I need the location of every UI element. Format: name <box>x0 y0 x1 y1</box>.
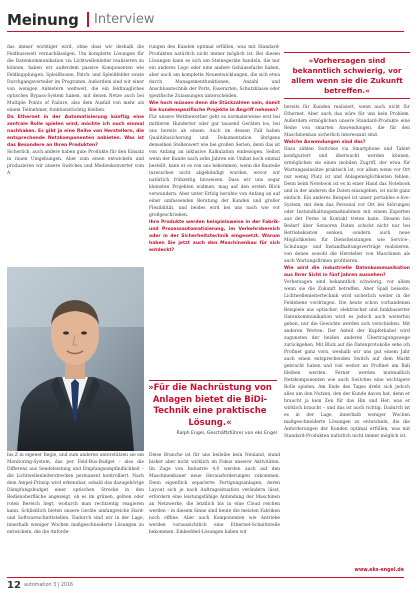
section-subtitle: Interview <box>94 12 155 27</box>
body-paragraph: Diese Branche ist für uns beileibe kein Neuland, stand bisher aber nicht wirklich im Fokus unserer Aktivitäten. Im Zuge von Industrie 4.0 werden auch auf den Maschinenbauer neue Herausforderungen zukommen. Denn eigentlich separierte Fertigungsanlagen, deren Layout sich je nach Auftragssituation verändern lässt, erfordern eine leistungsfähige Anbindung der Maschinen an Netzwerke, die letztlich bis in eine Cloud reichen werden – in diesem Sinne sind heute die meisten Fabriken noch offline. Aber auch Komponenten wie Antriebe werden voraussichtlich eine Ethernet-Schnittstelle bekommen. Embedded-Lösungen haben wir <box>149 453 280 535</box>
footer-rule <box>7 577 404 578</box>
column-2-top <box>149 44 280 374</box>
pullquote-center: »Für die Nachrüstung von Anlagen bietet die BiDi-Technik eine praktische Lösung.« <box>148 383 272 428</box>
column-1-top <box>7 44 144 264</box>
photo-caption: Ralph Engel, Geschäftsführer von eks Engel <box>176 431 277 436</box>
body-paragraph: Für unsere Wettbewerber geht es normalerweise erst bei mittleren Hunderter oder gar tausend Geräten los, bei uns bereits ab einem. Auch im dessen Fall haben Qualitätssicherung und Dokumentation übrigens denselben Stellenwert wie bei großen Serien, denn das ist von Anfang an inklusive Kalkulation einbezogen. Selbst wenn der Kunde nach zehn Jahren ein Unikat noch einmal bestellt, kann er es von uns bekommen, wenn die Bauteile inzwischen nicht abgekündigt wurden, wovor wir natürlich frühzeitig hinweisen. Dass wir uns sogar kleinsten Projekten widmen, mag auf den ersten Blick verwundern. Aber unter Erfolg beruhte von Anfang an auf einer umfassenden Beratung der Kunden und großer Flexibilität, und beides wird bei uns nach wie vor großgeschrieben. <box>149 115 280 218</box>
pullquote-right: »Vorhersagen sind bekanntlich schwierig, vor allem wenn sie die Zukunft betreffen.« <box>291 56 403 95</box>
pullquote-rule-top <box>149 380 277 381</box>
body-paragraph: das immer wichtiger wird, ohne dass wir deshalb die Feldbusswelt vernachlässigen. Um komplette Lösungen für die Datenkommunikation via Lichtwellenleiter realisieren zu können, haben wir außerdem passive Komponenten wie Feldkupplungen, Spleißboxen, Patch- und Spleißfelder sowie Durchgangsverteiler im Programm. Außerdem sind wir einer von wenigen Anbietern weltweit, die ein feldtaugliches optisches Bypass-System haben, mit denen Netze auch bei Multiple Points of Failure, also dem Ausfall von mehr als einem Teilnehmer, funktionstüchtig bleiben. <box>7 45 144 113</box>
body-paragraph: bis Z in eigener Regie, und zum anderen unterstützen sie ein Monitoring-System, das per Feld-Bus-Budget – also die Differenz aus Sendeleistung und Empfangsempfindlichkeit – die Lichtwellenleiterstrecken permanent kontrolliert. Nach dem Ampel-Prinzip wird erkennbar, sobald das dazugehörige Dämpfungsbudget einer optischen Strecke in den Bedienoberfläche angezeigt, ob es im grünen, gelben oder roten Bereich liegt, wodurch man rechtzeitig reagieren kann. Schließlich bieten unsere Geräte umfangreiche Hard- und Softwareschnittstellen. Dadurch sind wir in der Lage, innerhalb weniger Wochen maßgeschneiderte Lösungen zu entwickeln, die die Anforde- <box>7 453 144 535</box>
portrait-image <box>7 267 144 451</box>
column-3 <box>284 104 410 566</box>
column-1-bottom <box>7 452 144 572</box>
magazine-issue: automation 3 | 2016 <box>24 583 74 588</box>
body-paragraph: rungen des Kunden optimal erfüllen, was mit Standard-Produkten natürlich nicht immer möglich ist. Bei diesen Lösungen kann es sich um Steinegeräte handeln, die nur ein anderes Logo oder eine andere Gehäusefarbe haben, aber auch um komplette Neuentwicklungen, die sich etwa durch Managementfunktionen, Anzahl und Anschlusstechnik der Ports, Faserarten, Schutzklasse oder spezifische Zulassungen unterscheiden. <box>149 45 280 99</box>
portrait-photo <box>7 267 144 451</box>
website-link[interactable]: www.eks-engel.de <box>354 568 404 573</box>
interview-question: Ihre Produkte werden beispielsweise in der Fabrik- und Prozessautomatisierung, im Verkehrsbereich oder in der Sicherheitstechnik eingesetzt. Warum haben Sie jetzt auch den Maschinenbau für sich entdeckt? <box>149 220 280 253</box>
section-title: Meinung <box>7 11 79 29</box>
body-paragraph: bereits für Kunden realisiert, wenn auch nicht für Ethernet. Aber auch das wäre für uns kein Problem. Außerdem ermöglichen unsere Standard-Produkte eine Reihe von smarten Anwendungen, die für den Maschinenbau sicherlich interessant sind. <box>284 105 410 138</box>
header-rule <box>7 31 404 32</box>
column-2-bottom <box>149 452 280 572</box>
page-header <box>7 11 404 35</box>
interview-question: Wie wird die industrielle Datenkommunikation aus Ihrer Sicht in fünf Jahren aussehen? <box>284 266 410 278</box>
page-number: 12 <box>7 580 21 591</box>
body-paragraph: Vorhersagen sind bekanntlich schwierig, vor allem wenn sie die Zukunft betreffen. Aber Spaß beiseite. Lichtwellenleitertechnik wird sicherlich weiter in die Feldebene vordringen. Die heute schon vorhandenen Beispiele aus optischer, elektrischer und funkbasierter Datenkommunikation wird es jedoch auch weiterhin geben, nur die Gewichte werden sich verschieben. Mit anderen Worten: Der Anteil der Kupferkabel wird zugunsten der beiden anderen Übertragungswege zurückgehen. Mit Blick auf die Datenprotokolle sehe ich Profinet ganz vorn, weshalb wir uns gut einem Jahr auch einen entsprechenden Switch auf dem Markt gebracht haben und viel weiter an Profinet am Ball bleiben werden. Ferner werden mutmaßlich Netzkomponenten wie auch Switches eine wichtigere Rolle spielen. Am Ende des Tages dreht sich jedoch alles um den Nutzen, den der Kunde davon hat, denn er braucht ja kein Zen für das Hin und Her, was er wirklich braucht – und das ist auch richtig. Dadurch ist es in der Lage, innerhalb weniger Wochen maßgeschneiderte Lösungen zu entwickeln, die die Anforderungen der Kunden optimal erfüllen, was mit Standard-Produkten natürlich nicht immer möglich ist. <box>284 280 410 439</box>
interview-question: Da Ethernet in der Automatisierung künftig eine zentrale Rolle spielen wird, möchte ich noch einmal nachhaken. Es gibt ja eine Reihe von Herstellern, die entsprechende Netzkomponenten anbieten. Was ist das Besondere an Ihren Produkten? <box>7 115 144 148</box>
interview-question: Welche Anwendungen sind das? <box>284 140 366 145</box>
body-paragraph: Dazu zählen Switches via Smartphone und Tablet konfiguriert und überwacht werden können, ermöglichen sie einen mobilen Zugriff, der etwa für Wartungseinsätze praktisch ist, vor allem wenn vor Ort nur wenig Platz ist und Ablagemöglichkeiten fehlen. Denn beim Notebook ist es in einer Hand das Notebook und in der anderen die Daten einzugeben, ist nicht ganz einfach. Ein anderes Beispiel ist unser portables e-live-System, mit dem das Personal vor Ort bei Störungen oder Instandhaltungsmaßnahmen mit einem Experten aus der Ferne in Kontakt treten kann. Diesem bei Bedarf über Sensoren Daten schickt nicht nur bei Betriebskosten senken, sondern auch neue Möglichkeiten für Dienstleistungen wie Service-, Schulungs- und Instandhaltungsverträge realisieren, von denen sowohl die Hersteller von Maschinen als auch Wartungsfirmen profitieren. <box>284 147 410 264</box>
header-separator <box>87 12 89 27</box>
pullquote-rule-right-bottom <box>284 98 410 99</box>
pullquote-rule-right-top <box>284 52 410 53</box>
body-paragraph: Sicherlich, auch andere haben gute Produkte für den Einsatz in rauen Umgebungen. Aber zum einen entwickeln und produzieren wir unsere Switches und Medienkonverter vom A <box>7 150 144 176</box>
interview-question: Wie hoch müssen denn die Stückzahlen sein, damit Sie kundenspezifische Projekte in Angriff nehmen? <box>149 101 280 113</box>
